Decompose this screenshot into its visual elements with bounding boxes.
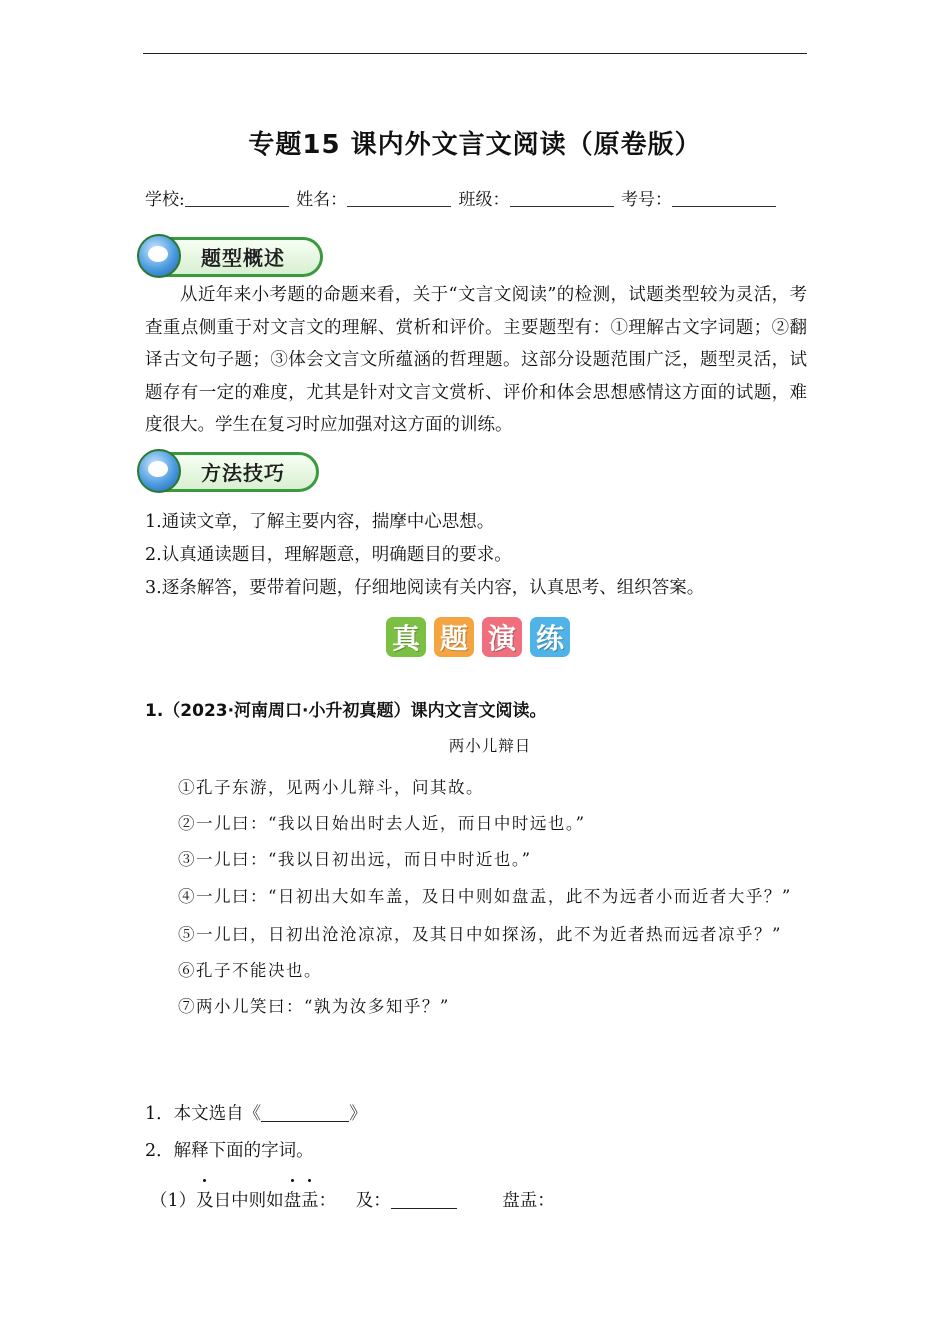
question-header: 1.（2023·河南周口·小升初真题）课内文言文阅读。 <box>145 701 547 721</box>
method-item: 2.认真通读题目，理解题意，明确题目的要求。 <box>145 545 512 565</box>
passage-block <box>145 770 805 1025</box>
student-info-line <box>145 185 778 210</box>
passage-line: ⑥孔子不能决也。 <box>178 961 322 980</box>
name-blank[interactable] <box>347 190 451 207</box>
section-label-overview: 题型概述 <box>201 246 285 270</box>
passage-line: ②一儿曰：“我以日始出时去人近，而日中时远也。” <box>178 814 586 833</box>
badge-yan: 演 <box>482 617 522 657</box>
class-label: 班级： <box>458 190 510 210</box>
top-rule <box>143 53 807 54</box>
practice-badges <box>386 617 570 657</box>
badge-lian: 练 <box>530 617 570 657</box>
answer-blank-ji[interactable] <box>391 1190 457 1209</box>
subquestion-2: 2．解释下面的字词。 <box>145 1141 314 1161</box>
class-blank[interactable] <box>510 190 614 207</box>
emphasis-dot-char: 盂 <box>301 1187 319 1212</box>
method-item: 3.逐条解答，要带着问题，仔细地阅读有关内容，认真思考、组织答案。 <box>145 578 705 598</box>
section-label-methods: 方法技巧 <box>201 461 285 485</box>
speech-bubble-icon <box>137 234 181 278</box>
passage-line: ①孔子东游，见两小儿辩斗，问其故。 <box>178 778 484 797</box>
emphasis-dot-char: 盘 <box>284 1187 302 1212</box>
number-blank[interactable] <box>672 190 776 207</box>
passage-line: ④一儿曰：“日初出大如车盖，及日中则如盘盂，此不为远者小而近者大乎？” <box>178 887 792 906</box>
passage-line: ⑤一儿曰，日初出沧沧凉凉，及其日中如探汤，此不为近者热而远者凉乎？” <box>178 924 782 944</box>
section-banner-methods <box>137 449 319 491</box>
emphasis-dot-char: 及 <box>196 1187 214 1212</box>
page-title: 专题15 课内外文言文阅读（原卷版） <box>248 130 702 160</box>
method-item: 1.通读文章，了解主要内容，揣摩中心思想。 <box>145 512 495 532</box>
number-label: 考号： <box>620 190 672 210</box>
subquestion-1: 1．本文选自《 》 <box>145 1104 367 1124</box>
section-banner-overview <box>137 234 323 276</box>
badge-zhen: 真 <box>386 617 426 657</box>
subquestion-2-1: （1）及日中则如盘盂： 及： 盘盂： <box>150 1187 555 1212</box>
badge-ti: 题 <box>434 617 474 657</box>
name-label: 姓名： <box>296 190 348 210</box>
speech-bubble-icon <box>137 449 181 493</box>
passage-line: ⑦两小儿笑曰：“孰为汝多知乎？” <box>178 997 450 1016</box>
passage-title: 两小儿辩日 <box>448 737 532 755</box>
passage-line: ③一儿曰：“我以日初出远，而日中时近也。” <box>178 850 532 869</box>
school-label: 学校: <box>145 190 185 210</box>
overview-text-block <box>145 279 807 442</box>
answer-blank[interactable] <box>261 1103 349 1122</box>
overview-paragraph: 从近年来小考题的命题来看，关于“文言文阅读”的检测，试题类型较为灵活，考查重点侧重于对文言文的理解、赏析和评价。主要题型有：①理解古文字词题；②翻译古文句子题；③体会文言文所蕴涵的哲理题。这部分设题范围广泛，题型灵活，试题存有一定的难度，尤其是针对文言文赏析、评价和体会思想感情这方面的试题，难度很大。学生在复习时应加强对这方面的训练。 <box>145 285 807 435</box>
school-blank[interactable] <box>185 190 289 207</box>
